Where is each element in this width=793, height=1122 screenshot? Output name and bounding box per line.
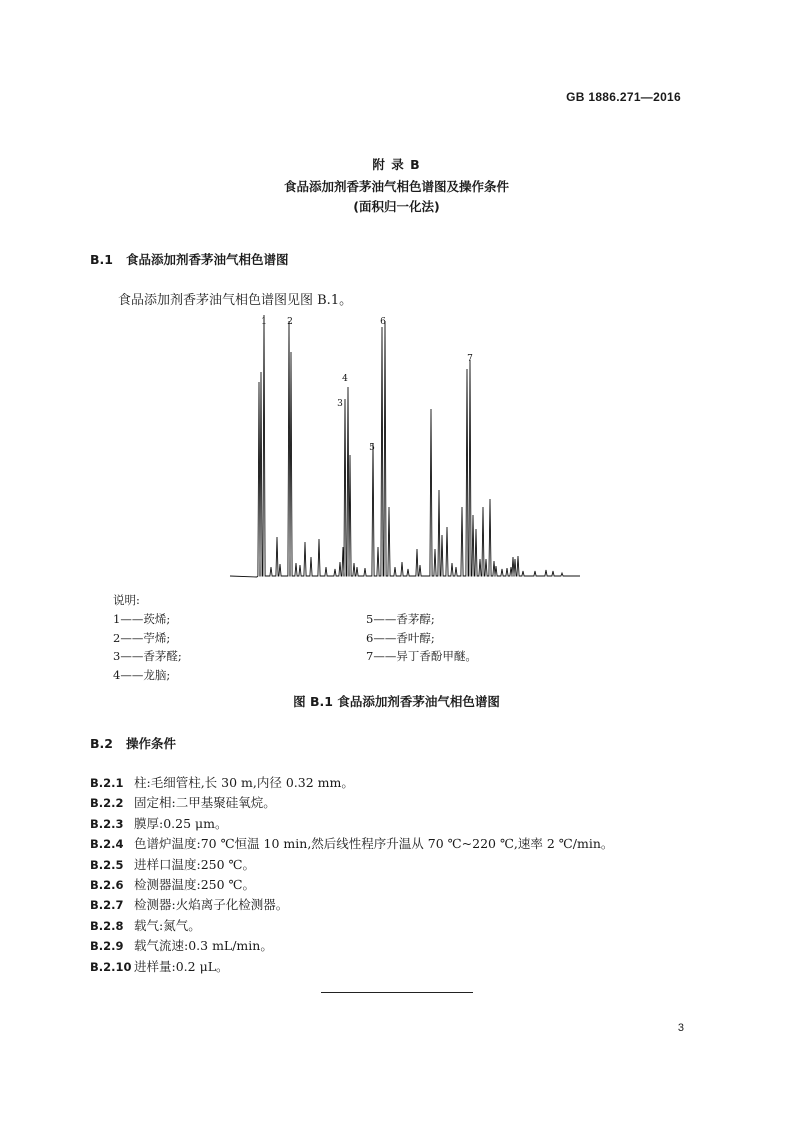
appendix-subtitle: 食品添加剂香茅油气相色谱图及操作条件 bbox=[283, 179, 509, 194]
condition-text: 柱:毛细管柱,长 30 m,内径 0.32 mm。 bbox=[134, 775, 354, 790]
legend-item: 4——龙脑; bbox=[113, 667, 171, 682]
legend-column-left bbox=[113, 610, 182, 684]
legend-title: 说明: bbox=[113, 593, 140, 607]
peak-label: 7 bbox=[467, 354, 473, 364]
appendix-method: (面积归一化法) bbox=[353, 199, 440, 214]
condition-row bbox=[90, 834, 613, 854]
condition-number: B.2.10 bbox=[90, 959, 132, 974]
standard-number-header: GB 1886.271—2016 bbox=[566, 90, 681, 104]
condition-text: 进样量:0.2 μL。 bbox=[134, 958, 229, 974]
legend-item: 1——莰烯; bbox=[113, 612, 171, 626]
peak-label: 2 bbox=[287, 317, 293, 327]
condition-text: 进样口温度:250 ℃。 bbox=[134, 856, 256, 872]
section-b2-number: B.2 bbox=[90, 736, 113, 751]
condition-row bbox=[90, 936, 613, 956]
peak-label: 4 bbox=[342, 374, 348, 384]
condition-row bbox=[90, 875, 613, 895]
legend-column-right bbox=[366, 610, 477, 666]
condition-number: B.2.8 bbox=[90, 918, 124, 933]
condition-number: B.2.5 bbox=[90, 857, 124, 872]
peak-label: 3 bbox=[337, 399, 343, 409]
section-b1-heading bbox=[90, 250, 289, 268]
condition-row bbox=[90, 916, 613, 936]
chromatogram-peak-labels bbox=[261, 317, 473, 453]
section-b2-heading bbox=[90, 734, 176, 752]
condition-number: B.2.2 bbox=[90, 796, 124, 811]
condition-text: 膜厚:0.25 μm。 bbox=[134, 815, 228, 831]
figure-caption: 图 B.1 食品添加剂香茅油气相色谱图 bbox=[293, 694, 500, 709]
chromatogram-figure bbox=[210, 305, 590, 590]
condition-number: B.2.9 bbox=[90, 939, 124, 954]
condition-row bbox=[90, 793, 613, 813]
condition-text: 固定相:二甲基聚硅氧烷。 bbox=[134, 795, 276, 811]
appendix-title: 附 录 B bbox=[372, 157, 421, 172]
condition-number: B.2.1 bbox=[90, 776, 124, 790]
condition-number: B.2.7 bbox=[90, 898, 124, 913]
legend-item: 7——异丁香酚甲醚。 bbox=[366, 649, 477, 663]
condition-text: 载气流速:0.3 mL/min。 bbox=[134, 938, 273, 954]
condition-number: B.2.3 bbox=[90, 816, 124, 831]
condition-text: 检测器:火焰离子化检测器。 bbox=[134, 897, 289, 913]
legend-item: 3——香茅醛; bbox=[113, 649, 182, 663]
condition-text: 载气:氮气。 bbox=[134, 917, 201, 933]
peak-label: 5 bbox=[369, 443, 375, 453]
section-b1-number: B.1 bbox=[90, 252, 113, 267]
chromatogram-line bbox=[230, 315, 580, 577]
peak-label: 6 bbox=[380, 317, 386, 327]
condition-row bbox=[90, 814, 613, 834]
operating-conditions-list bbox=[90, 773, 613, 977]
condition-row bbox=[90, 773, 613, 793]
section-b1-title: 食品添加剂香茅油气相色谱图 bbox=[126, 252, 289, 267]
condition-number: B.2.6 bbox=[90, 877, 124, 892]
condition-text: 检测器温度:250 ℃。 bbox=[134, 876, 256, 892]
end-rule-divider bbox=[321, 992, 473, 993]
condition-text: 色谱炉温度:70 ℃恒温 10 min,然后线性程序升温从 70 ℃~220 ℃,速率 2 ℃/min。 bbox=[134, 836, 614, 852]
legend-item: 6——香叶醇; bbox=[366, 630, 435, 645]
section-b1-text: 食品添加剂香茅油气相色谱图见图 B.1。 bbox=[118, 293, 353, 308]
legend-item: 5——香茅醇; bbox=[366, 612, 435, 626]
condition-row bbox=[90, 895, 613, 915]
page-number: 3 bbox=[677, 1022, 684, 1034]
condition-number: B.2.4 bbox=[90, 837, 124, 852]
chromatogram-trace bbox=[230, 315, 580, 577]
peak-label: 1 bbox=[261, 317, 267, 327]
section-b2-title: 操作条件 bbox=[126, 736, 177, 751]
condition-row bbox=[90, 957, 613, 977]
condition-row bbox=[90, 855, 613, 875]
legend-item: 2——苧烯; bbox=[113, 630, 171, 645]
